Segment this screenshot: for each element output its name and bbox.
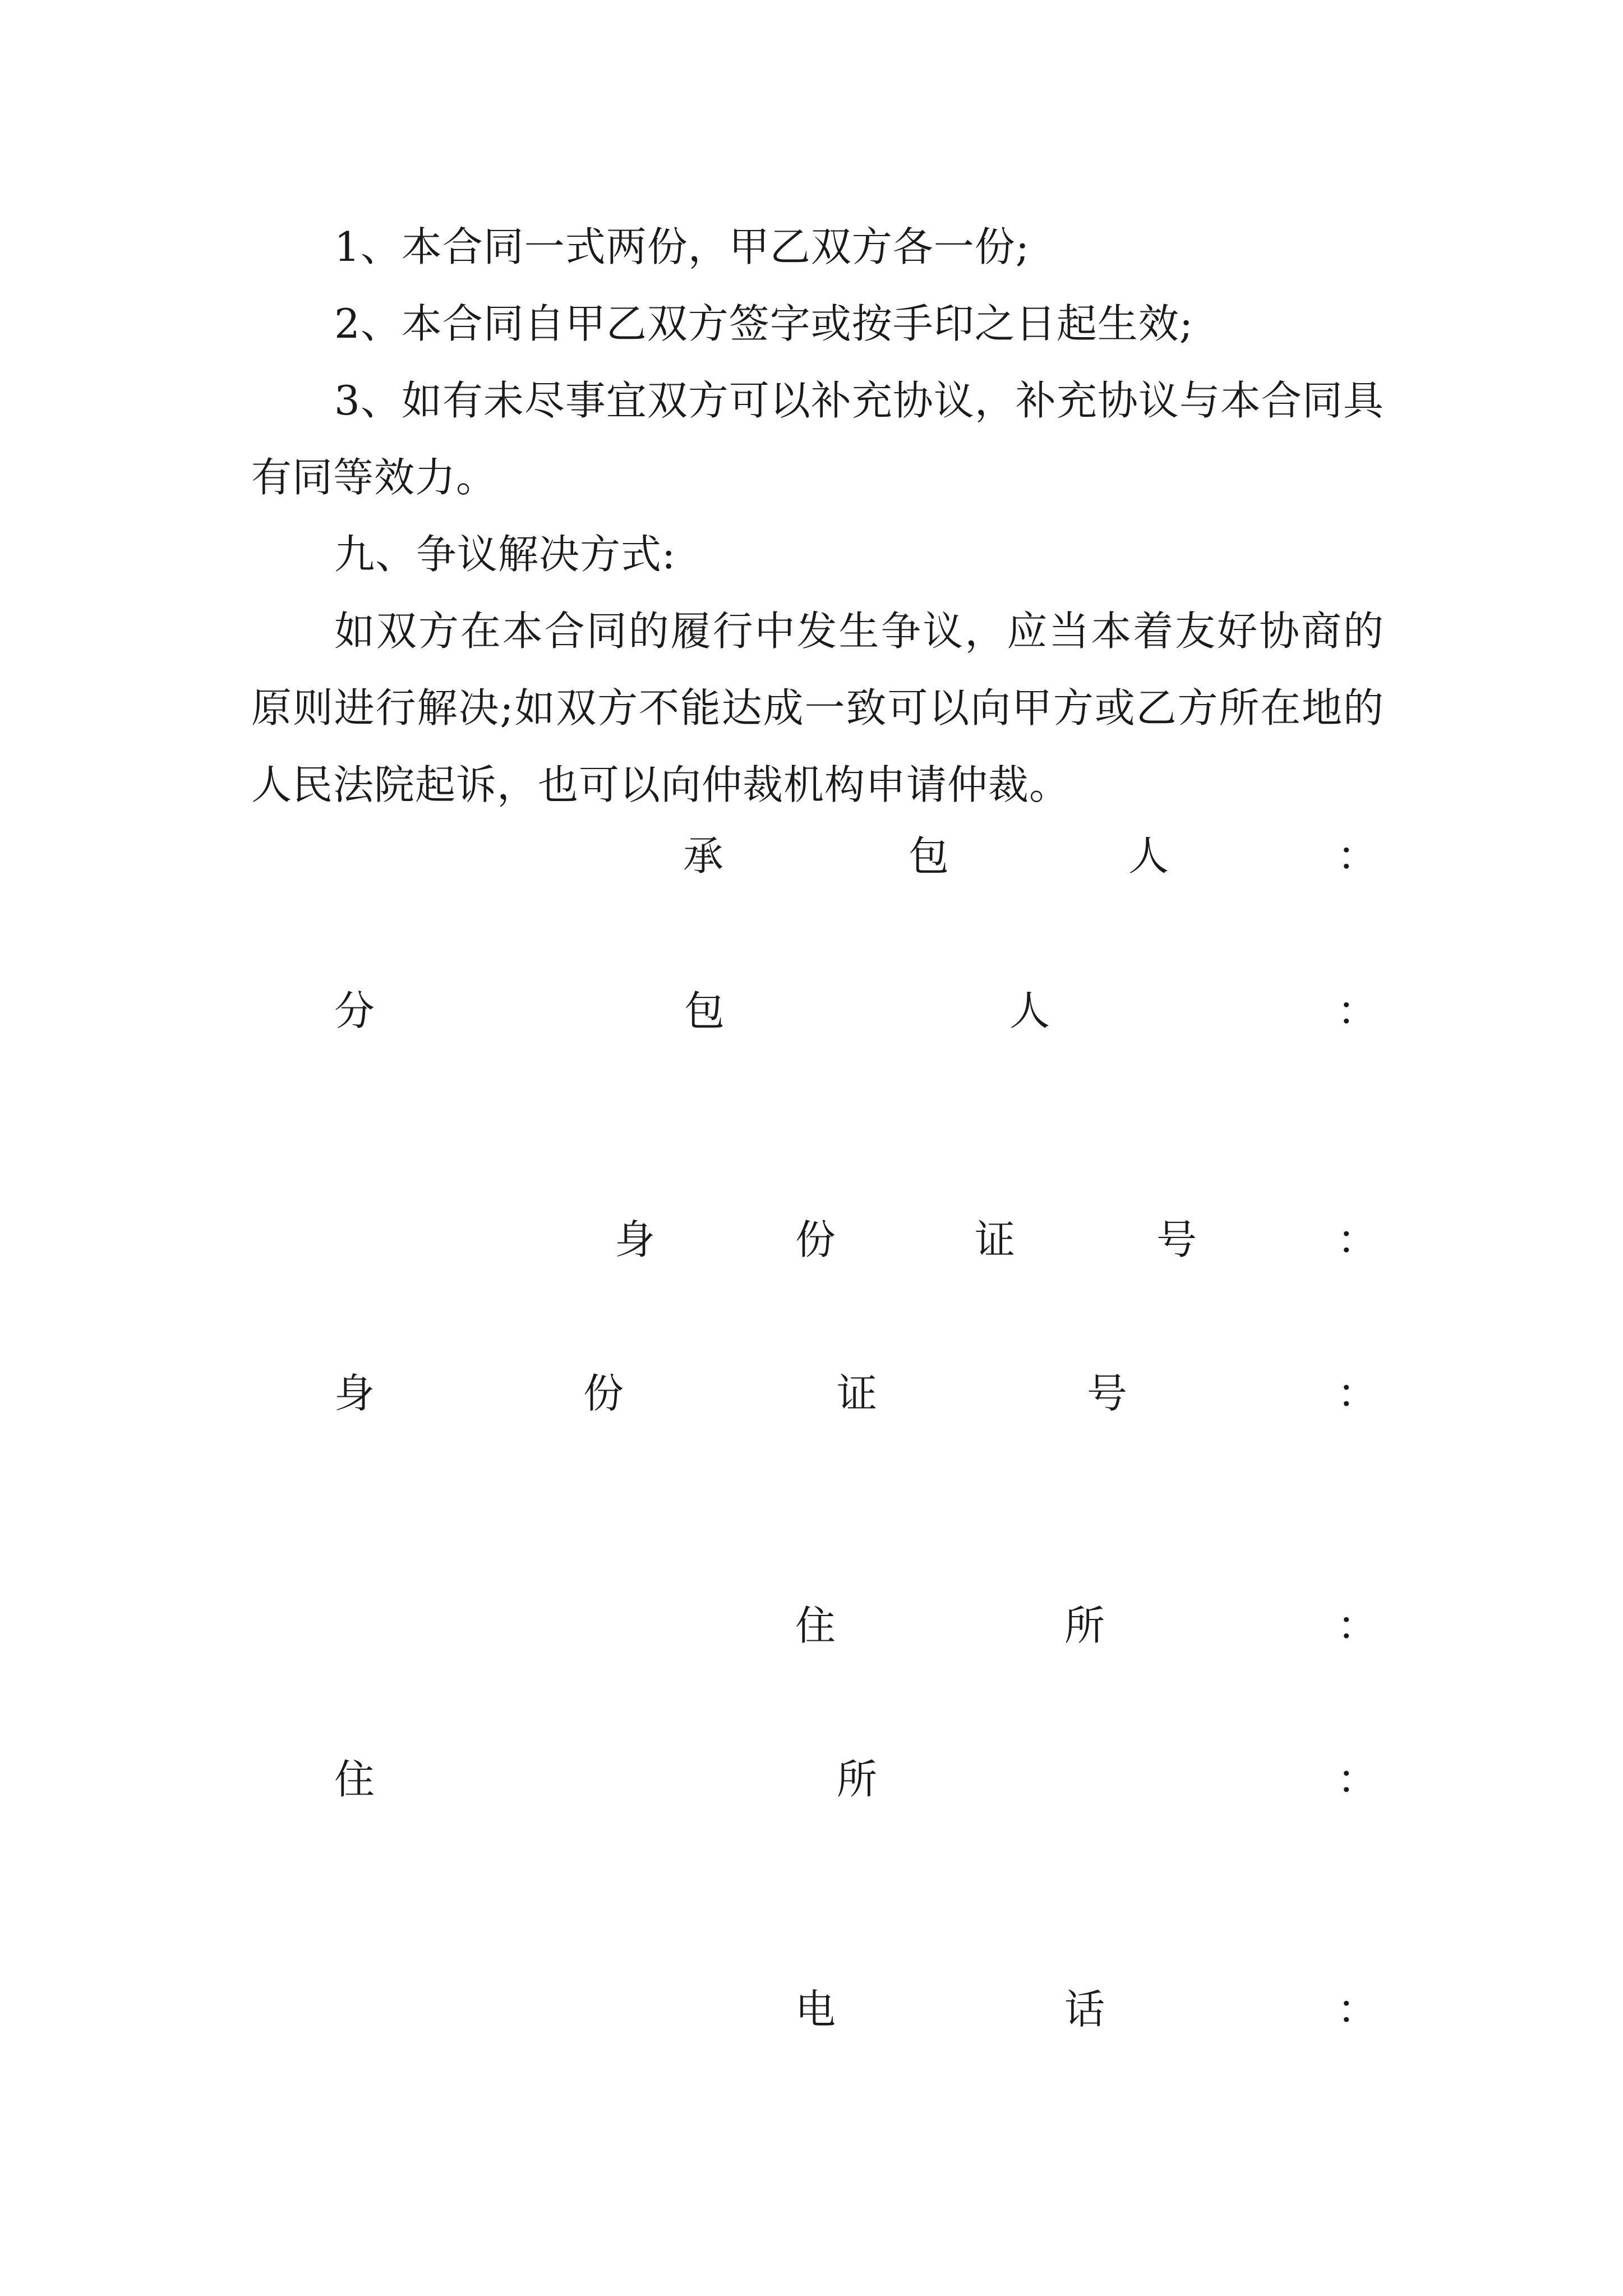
label-char: 住 (334, 1756, 375, 1803)
label-colon: ： (1337, 832, 1378, 880)
label-char: 号 (1156, 1216, 1197, 1263)
label-char: 电 (795, 1986, 836, 2033)
clause-item-2: 2、本合同自甲乙双方签字或按手印之日起生效; (334, 300, 1194, 347)
label-colon: ： (1337, 1602, 1378, 1649)
contractor-id-label (251, 1212, 1378, 1268)
label-char: 号 (1087, 1370, 1128, 1417)
label-char: 话 (1064, 1986, 1105, 2033)
subcontractor-label (251, 983, 1378, 1039)
label-char: 证 (837, 1370, 878, 1417)
clause-item-1: 1、本合同一式两份，甲乙双方各一份; (334, 223, 1030, 270)
subcontractor-id-label (251, 1365, 1378, 1421)
label-char: 身 (615, 1216, 656, 1263)
label-colon: ： (1337, 1216, 1378, 1263)
label-colon: ： (1337, 1756, 1378, 1803)
label-char: 证 (975, 1216, 1016, 1263)
label-char: 人 (1009, 987, 1050, 1034)
label-char: 包 (684, 987, 725, 1034)
label-char: 份 (795, 1216, 836, 1263)
label-char: 所 (837, 1756, 878, 1803)
label-char: 人 (1128, 832, 1169, 880)
clause-item-3: 3、如有未尽事宜双方可以补充协议，补充协议与本合同具有同等效力。 (251, 377, 1384, 501)
label-colon: ： (1337, 987, 1378, 1034)
contractor-phone-label (251, 1981, 1378, 2037)
dispute-body: 如双方在本合同的履行中发生争议，应当本着友好协商的原则进行解决;如双方不能达成一致可以向甲方或乙方所在地的人民法院起诉，也可以向仲裁机构申请仲裁。 (251, 608, 1384, 808)
subcontractor-address-label (251, 1751, 1378, 1807)
contractor-address-label (251, 1598, 1378, 1654)
label-char: 住 (795, 1602, 836, 1649)
contractor-label (251, 828, 1378, 884)
label-char: 所 (1064, 1602, 1105, 1649)
label-colon: ： (1337, 1370, 1378, 1417)
label-char: 分 (334, 987, 375, 1034)
label-char: 承 (683, 832, 724, 880)
label-char: 身 (334, 1370, 375, 1417)
label-char: 份 (583, 1370, 624, 1417)
label-colon: ： (1337, 1986, 1378, 2033)
dispute-heading: 九、争议解决方式: (334, 531, 676, 578)
label-char: 包 (909, 832, 949, 880)
